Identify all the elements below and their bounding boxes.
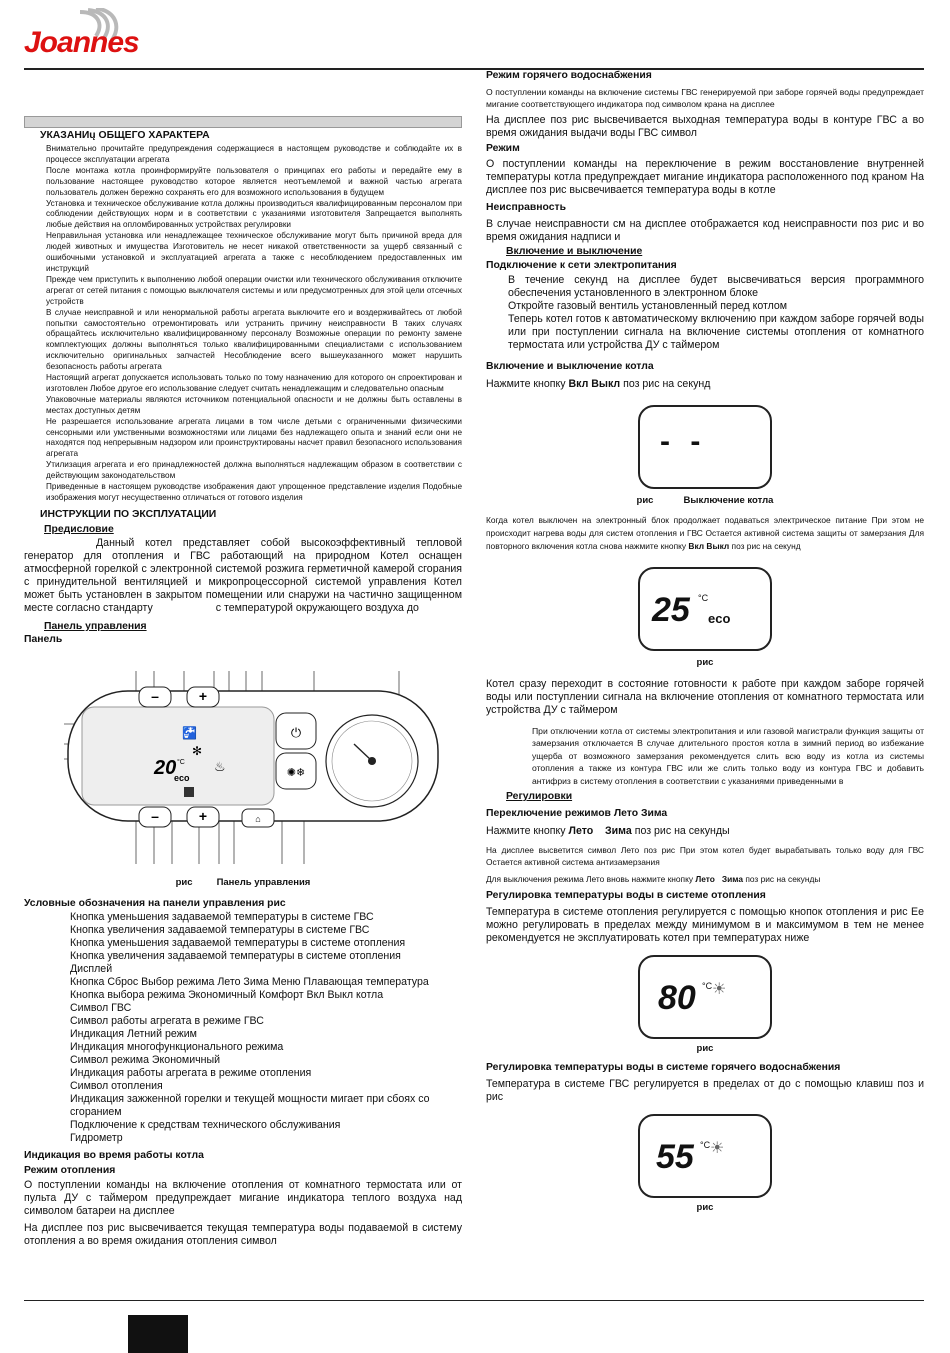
display-eco-unit: °C	[698, 593, 709, 603]
svg-text:–: –	[151, 687, 159, 704]
general-para: Настоящий агрегат допускается использовать только по тому назначению для которого он спроектирован и изготовлен Любое другое его использование следует считать ненадлежащим и следовательно опасным	[46, 373, 462, 393]
legend-item: Подключение к средствам технического обслуживания	[70, 1118, 341, 1131]
general-paragraphs	[24, 144, 462, 504]
legend-item: Символ работы агрегата в режиме ГВС	[70, 1014, 264, 1027]
off-text: Когда котел выключен на электронный блок продолжает подаваться электрическое питание При этом не происходит нагрева воды для систем отопления и ГВС Остается активной система защиты от замерзания Для повторного включения котла снова нажмите кнопку Вкл Выкл поз рис на секунд	[486, 515, 924, 551]
switch-title: Переключение режимов Лето Зима	[486, 808, 668, 820]
fault-text: В случае неисправности см на дисплее отображается код неисправности поз рис и во время ожидания надписи и	[486, 218, 924, 243]
display-eco	[638, 567, 772, 651]
instructions-title: ИНСТРУКЦИИ ПО ЭКСПЛУАТАЦИИ	[40, 508, 217, 520]
heat-reg-text: Температура в системе отопления регулируется с помощью кнопок отопления и рис Ее можно регулировать в пределах между минимумом в и максимумом в тем не менее рекомендуется не эксплуатировать котел при температурах ниже	[486, 905, 924, 944]
bottom-rule	[24, 1300, 924, 1301]
heating-mode-text1: О поступлении команды на включение отопления от комнатного термостата или от пульта ДУ с таймером предупреждает мигание индикатора теплого воздуха над символом батареи на дисплее	[24, 1178, 462, 1217]
legend-item: Кнопка уменьшения задаваемой температуры в системе отопления	[70, 936, 406, 949]
svg-text:🚰: 🚰	[182, 725, 197, 740]
legend-title: Условные обозначения на панели управления рис	[24, 897, 286, 909]
figure-caption-eco: рис	[696, 657, 714, 668]
svg-text:✻: ✻	[192, 743, 203, 758]
section-bar	[24, 116, 462, 128]
mode-title: Режим	[486, 143, 520, 154]
svg-text:♨: ♨	[214, 758, 226, 774]
legend-item: Индикация зажженной горелки и текущей мощности мигает при сбоях со сгоранием	[70, 1092, 430, 1118]
switch-line: Нажмите кнопку Лето Зима поз рис на секунды	[486, 825, 730, 838]
svg-text:+: +	[198, 807, 208, 824]
general-para: Упаковочные материалы являются источником потенциальной опасности и не должны быть оставлены в местах доступных детям	[46, 394, 462, 415]
tap-blink-icon: ☀	[710, 1139, 725, 1157]
general-para: Внимательно прочитайте предупреждения содержащиеся в настоящем руководстве и соблюдайте их в процессе эксплуатации агрегата	[46, 144, 462, 164]
svg-text:⌂: ⌂	[255, 813, 261, 824]
dhw-mode-title: Режим горячего водоснабжения	[486, 70, 652, 81]
display-heating-temp: 80	[658, 978, 696, 1017]
mains-item: Откройте газовый вентиль установленный перед котлом	[508, 300, 788, 312]
ready-text: Котел сразу переходит в состояние готовности к работе при каждом заборе горячей воды или поступлении сигнала на включение отопления от комнатного термостата или устройства ДУ с таймером	[486, 678, 924, 716]
general-para: Утилизация агрегата и его принадлежностей должна выполняться надлежащим образом в соответствии с действующим законодательством	[46, 460, 462, 481]
general-para: Установка и техническое обслуживание котла должны производиться квалифицированным персоналом при соблюдении действующих норм и в соответствии с указаниями изготовителя Запрещается выполнять любые действия на опломбированных устройствах регулировки	[46, 198, 462, 230]
winter-line: Для выключения режима Лето вновь нажмите кнопку Лето Зима поз рис на секунды	[486, 874, 821, 885]
display-dhw-temp: 55	[656, 1137, 694, 1176]
legend-item: Символ режима Экономичный	[70, 1053, 221, 1066]
legend-item: Кнопка уменьшения задаваемой температуры в системе ГВС	[70, 910, 374, 923]
figure-caption-off: рис Выключение котла	[636, 495, 774, 506]
legend-item: Кнопка Сброс Выбор режима Лето Зима Меню Плавающая температура	[70, 975, 429, 988]
general-para: Неправильная установка или ненадлежащее техническое обслуживание могут быть причиной вреда для людей животных и имущества Изготовитель не несет никакой ответственности за ущерб связанный с ошибочными установкой и эксплуатацией агрегата а также с несоблюдением предоставленных им инструкций	[46, 231, 462, 273]
dhw-mode-text2: На дисплее поз рис высвечивается выходная температура воды в контуре ГВС а во время ожидания выдачи воды ГВС символ	[486, 114, 924, 139]
panel-display-unit: °C	[177, 758, 185, 766]
legend-list	[24, 911, 462, 1145]
legend-item: Индикация Летний режим	[70, 1027, 197, 1040]
mains-item: В течение секунд на дисплее будет высвечиваться версия программного обеспечения установленного в электронном блоке	[508, 274, 924, 299]
display-off-text: - -	[660, 425, 707, 458]
heat-reg-title: Регулировка температуры воды в системе отопления	[486, 889, 766, 901]
radiator-blink-icon: ☀	[712, 980, 727, 998]
dhw-reg-text: Температура в системе ГВС регулируется в пределах от до с помощью клавиш поз и рис	[486, 1077, 924, 1103]
display-eco-temp: 25	[652, 591, 690, 629]
press-line: Нажмите кнопку Вкл Выкл поз рис на секунд	[486, 378, 711, 390]
legend-item: Символ отопления	[70, 1079, 163, 1092]
general-para: Приведенные в настоящем руководстве изображения дают упрощенное представление изделия Подобные изображения могут несущественно отличаться от готового изделия	[46, 482, 462, 502]
display-heating	[638, 955, 772, 1039]
figure-caption-heating: рис	[696, 1042, 714, 1054]
mains-item: Теперь котел готов к автоматическому включению при каждом заборе горячей воды или при поступлении сигнала на включение системы отопления от комнатного термостата или устройства ДУ с таймером	[508, 313, 924, 351]
heating-mode-title: Режим отопления	[24, 1164, 116, 1176]
boiler-onoff-title: Включение и выключение котла	[486, 361, 654, 372]
mains-title: Подключение к сети электропитания	[486, 260, 677, 271]
svg-text:+: +	[198, 687, 208, 704]
preface-title: Предисловие	[44, 523, 114, 535]
panel-display-eco: eco	[174, 772, 190, 783]
display-heating-unit: °C	[702, 980, 713, 991]
legend-item: Гидрометр	[70, 1131, 123, 1144]
legend-item: Дисплей	[70, 962, 113, 975]
legend-item: Индикация работы агрегата в режиме отопления	[70, 1066, 312, 1079]
mode-text: О поступлении команды на переключение в режим восстановление внутренней температуры котла предупреждает мигание индикатора расположенного под краном На дисплее поз рис высвечивается температура воды в котле	[486, 158, 924, 196]
general-para: В случае неисправной и или ненормальной работы агрегата выключите его и воздерживайтесь от любой попытки самостоятельно отремонтировать или устранить причину неисправности В таких случаях обращайтесь исключительно квалифицированному персоналу Возможные операции по ремонту замене комплектующих должны выполняться только квалифицированными специалистами с использованием исключительно оригинальных запчастей Несоблюдение всего вышеуказанного может нарушить безопасность работы агрегата	[46, 307, 462, 372]
onoff-title: Включение и выключение	[506, 246, 643, 257]
legend-item: Индикация многофункционального режима	[70, 1040, 284, 1053]
general-para: После монтажа котла проинформируйте пользователя о принципах его работы и передайте ему в пользование настоящее руководство которое является неотъемлемой и важной частью агрегата пользователь должен бережно сохранять его для возможного использования в будущем	[46, 165, 462, 197]
control-panel-figure	[24, 649, 462, 869]
dhw-reg-title: Регулировка температуры воды в системе горячего водоснабжения	[486, 1061, 841, 1073]
display-off	[638, 405, 772, 489]
preface-text: Данный котел представляет собой высокоэффективный тепловой генератор для отопления и ГВС работающий на природном Котел оснащен атмосферной горелкой с электронной системой розжига герметичной камерой сгорания с принудительной вентиляцией и микропроцессорной системой управления Котел может быть установлен в закрытом помещении или снаружи на частично защищенном месте согласно стандарту с температурой окружающего воздуха до	[24, 536, 462, 614]
display-eco-label: eco	[708, 611, 731, 626]
legend-item: Кнопка увеличения задаваемой температуры в системе отопления	[70, 949, 401, 962]
indication-title: Индикация во время работы котла	[24, 1149, 204, 1161]
fault-title: Неисправность	[486, 202, 566, 213]
antifreeze-note: При отключении котла от системы электропитания и или газовой магистрали функция защиты от замерзания отключается В случае длительного простоя котла в зимний период во избежание ущерба от возможного замерзания рекомендуется слить всю воду из котла из системы отопления а также из контура ГВС или же слить только воду из контура ГВС и добавить антифриз в систему отопления в соответствии с указаниями приведенными в	[532, 726, 924, 786]
figure-caption-dhw: рис	[696, 1201, 714, 1213]
display-dhw	[638, 1114, 772, 1198]
panel-figure-caption: рис Панель управления	[175, 876, 311, 888]
summer-text: На дисплее высветится символ Лето поз рис При этом котел будет вырабатывать только воду для ГВС Остается активной система антизамерзания	[486, 845, 924, 868]
legend-item: Кнопка увеличения задаваемой температуры в системе ГВС	[70, 923, 370, 936]
dhw-mode-text1: О поступлении команды на включение системы ГВС генерируемой при заборе горячей воды предупреждает мигание соответствующего индикатора под символом крана на дисплее	[486, 87, 924, 109]
svg-text:–: –	[151, 807, 159, 824]
heating-mode-text2: На дисплее поз рис высвечивается текущая температура воды подаваемой в систему отопления а во время ожидания отопления символ	[24, 1221, 462, 1247]
display-dhw-unit: °C	[700, 1139, 711, 1150]
panel-title: Панель управления	[44, 620, 147, 632]
general-title: УКАЗАНИų ОБЩЕГО ХАРАКТЕРА	[40, 130, 210, 141]
left-column	[24, 130, 462, 1248]
svg-text:Joannes: Joannes	[24, 26, 139, 59]
general-para: Не разрешается использование агрегата лицами в том числе детьми с ограниченными физическими сенсорными или умственными возможностями или лицами без надлежащего опыта и знаний если они не находятся под непрерывным надзором или проинструктированы насчет правил безопасного использования агрегата	[46, 416, 462, 459]
panel-display-temp: 20	[154, 756, 177, 779]
legend-item: Кнопка выбора режима Экономичный Комфорт Вкл Выкл котла	[70, 988, 384, 1001]
panel-subtitle: Панель	[24, 633, 63, 645]
mains-list	[486, 274, 924, 352]
svg-text:✺❄: ✺❄	[286, 766, 306, 779]
svg-text:⏻: ⏻	[290, 724, 302, 740]
legend-item: Символ ГВС	[70, 1001, 132, 1014]
adjustments-title: Регулировки	[506, 791, 573, 803]
joannes-logo	[20, 8, 210, 64]
right-column	[486, 70, 924, 1213]
general-para: Прежде чем приступить к выполнению любой операции очистки или технического обслуживания отключите агрегат от сетей питания с помощью выключателя системы и или предусмотренных для этой цели отсечных устройств	[46, 274, 462, 306]
page-number-block	[128, 1315, 188, 1353]
